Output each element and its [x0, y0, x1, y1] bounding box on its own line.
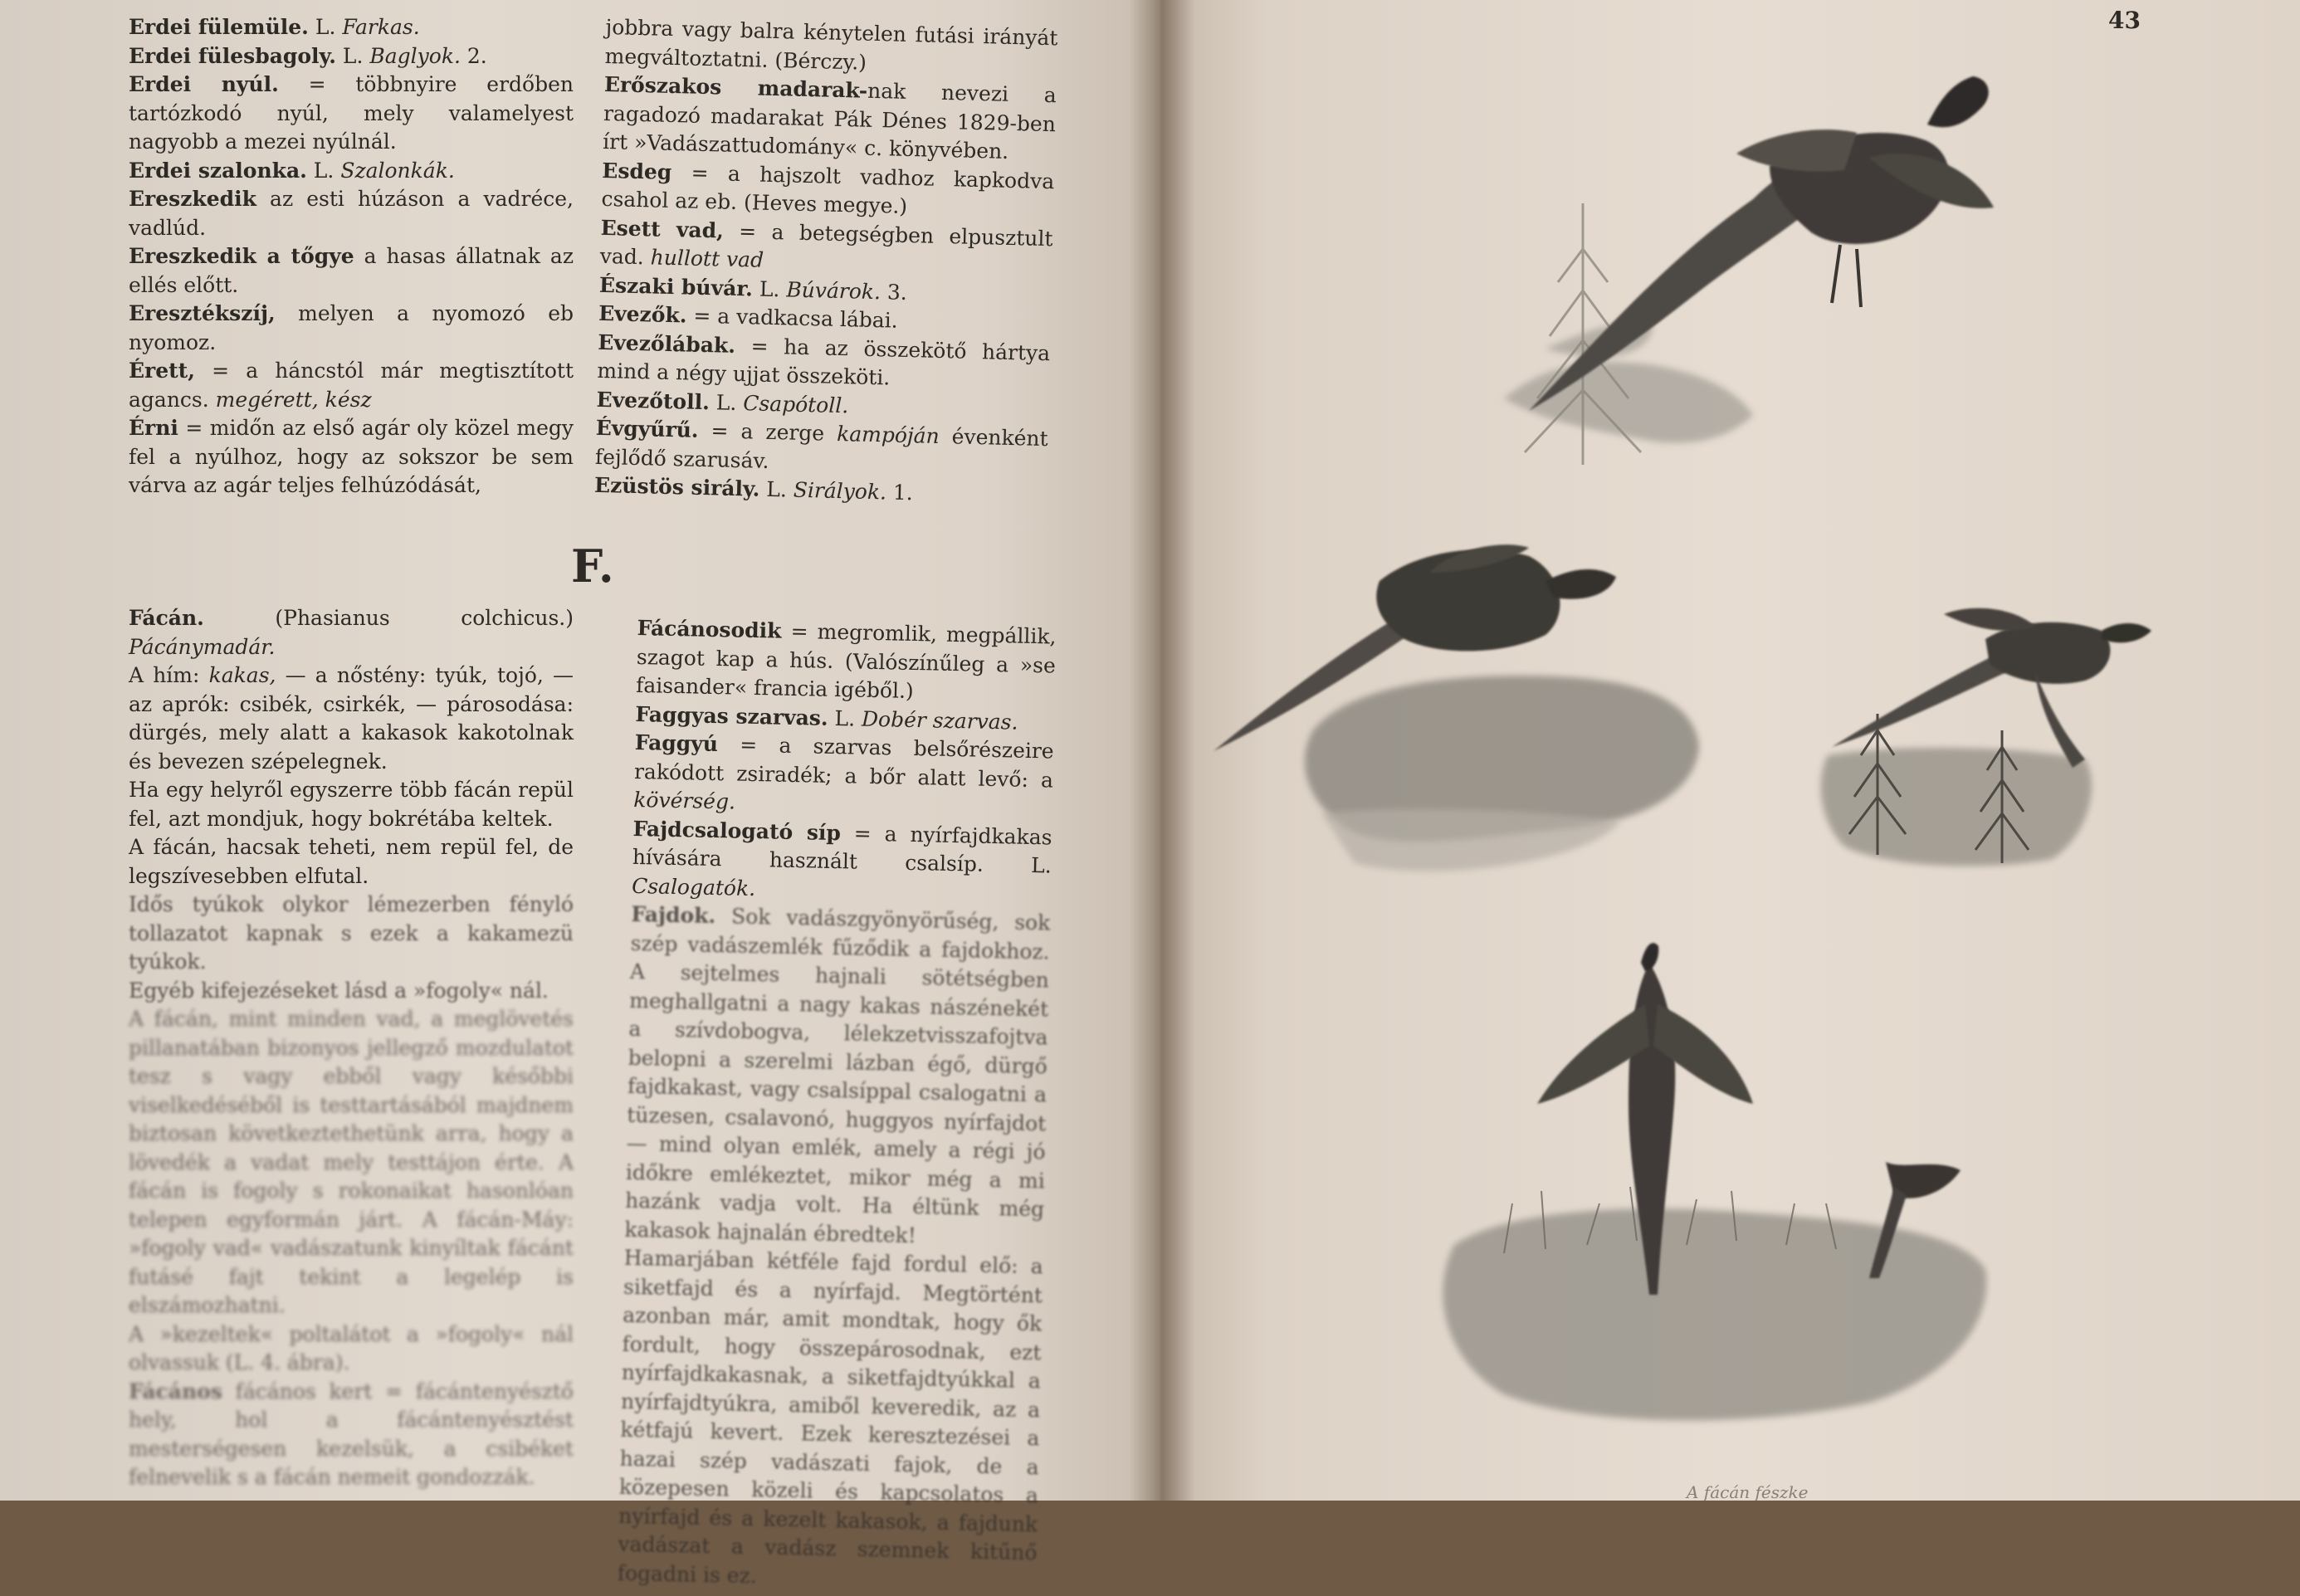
dictionary-entry — [617, 1244, 1043, 1596]
dictionary-entry — [129, 242, 574, 300]
entry-headword: Ezüstös sirály. — [593, 472, 760, 501]
dictionary-entry — [624, 900, 1051, 1252]
entry-headword: Ereszkedik — [129, 187, 256, 211]
entry-text: Hamarjában kétféle fajd fordul elő: a siketfajd és a nyírfajd. Megtörtént azonban már, amit mondtak, hogy ők fordult, hogy összepárosodnak, ezt nyírfajdkakasnak, a siketfajdtyúkkal a nyírfajdtyúkra, amiből keveredik, az a kétfajú kevert. Ezek keresztezései a hazai szép vadászati fajok, de a közepesen közeli és kapcsolatos a nyírfajd és a kezelt kakasok, a fajdunk vadászat a vadász szemnek kitűnő fogadni is ez. — [617, 1245, 1043, 1588]
entry-headword: Esdeg — [602, 158, 672, 184]
dictionary-entry — [603, 71, 1057, 168]
dictionary-entry — [601, 156, 1055, 224]
entry-text: kampóján — [836, 421, 940, 448]
entry-headword: Evezők. — [598, 300, 687, 328]
entry-text: L. — [306, 158, 341, 183]
entry-text: (Phasianus colchicus.) — [203, 606, 574, 630]
entry-headword: Évgyűrű. — [595, 415, 699, 442]
entry-text: Dobér szarvas. — [861, 706, 1018, 735]
dictionary-entry — [597, 328, 1051, 396]
entry-headword: Erdei fülesbagoly. — [129, 43, 336, 68]
entry-text: L. — [759, 476, 794, 502]
dictionary-entry — [129, 1320, 574, 1378]
entry-text: L. — [752, 276, 787, 301]
pheasant-flying-top — [1504, 76, 1994, 465]
entry-text: A fácán, hacsak teheti, nem repül fel, de legszívesebben elfutal. — [129, 835, 574, 888]
column-d — [617, 614, 1056, 1596]
dictionary-entry — [129, 1378, 574, 1492]
pheasant-over-forest — [1821, 608, 2151, 866]
entry-text: az esti húzáson a vadréce, vadlúd. — [129, 187, 574, 240]
entry-text: Idős tyúkok olykor lémezerben fényló tollazatot kapnak s ezek a kakamezü tyúkok. — [129, 892, 574, 974]
dictionary-entry — [599, 213, 1053, 281]
entry-headword: Evezőtoll. — [596, 387, 711, 414]
entry-text: 2. — [460, 43, 487, 68]
entry-text: 1. — [886, 480, 914, 505]
dictionary-entry — [129, 891, 574, 977]
dictionary-entry — [129, 661, 574, 776]
entry-text: Baglyok. — [369, 43, 461, 68]
entry-headword: Fajdcsalogató síp — [632, 816, 842, 845]
dictionary-entry — [129, 42, 574, 71]
entry-headword: Ereszkedik a tőgye — [129, 244, 354, 268]
section-letter: F. — [571, 539, 614, 593]
entry-text: = a vadkacsa lábai. — [686, 303, 899, 333]
entry-text: = a zerge — [698, 417, 837, 446]
dictionary-entry — [633, 729, 1054, 823]
entry-text: Sok vadászgyönyörűség, sok szép vadászemlék fűződik a fajdokhoz. A sejtelmes hajnali sötétségben meghallgatni a nagy kakas nászénekét a szívdobogva, lélekzetvisszafojtva belopni a szerelmi lázban égő, dürgő fajdkakast, vagy csalsíppal csalogatni a tüzesen, csalavonó, huggyos nyírfajdot — mind olyan emlék, amely a régi jó időkre emlékeztet, mikor még a mi hazánk vadja volt. Ha éltünk még kakasok hajnalán ébredtek! — [624, 904, 1051, 1247]
dictionary-entry — [604, 13, 1058, 81]
dictionary-entry — [129, 185, 574, 242]
pheasants-over-grass — [1443, 943, 1987, 1420]
entry-text: A fácán, mint minden vad, a meglövetés pillanatában bizonyos jellegző mozdulatot tesz s vagy ebből vagy későbbi viselkedéséből is testtartásából majdnem biztosan következtethetünk arra, hogy a lövedék a vadat mely testtájon érte. A fácán is fogoly s rokonaikat hasonlóan telepen egyformán járt. A fácán-Máy: »fogoly vad« vadászatunk kinyíltak fácánt futásé fajt tekint a legelép is elszámozhatni. — [129, 1007, 574, 1317]
illustration-caption: A fácán fészke — [1687, 1482, 1809, 1501]
entry-text: kövérség. — [633, 787, 736, 814]
entry-headword: Faggyas szarvas. — [635, 701, 828, 730]
entry-text: L. — [308, 15, 343, 39]
entry-headword: Északi búvár. — [598, 272, 754, 300]
entry-text: megérett, kész — [208, 387, 372, 412]
entry-headword: Erőszakos madarak- — [603, 71, 868, 103]
entry-text: hullott vad — [643, 245, 764, 272]
dictionary-entry — [129, 357, 574, 414]
entry-text: Sirályok. — [793, 477, 887, 505]
entry-headword: Eresztékszíj, — [129, 301, 276, 325]
entry-headword: Erdei fülemüle. — [129, 15, 309, 39]
entry-headword: Fácán. — [129, 606, 204, 630]
dictionary-entry — [129, 414, 574, 500]
entry-text: jobbra vagy balra kénytelen futási irányát megváltoztatni. (Bérczy.) — [604, 14, 1058, 75]
entry-headword: Érni — [129, 416, 178, 440]
pheasant-over-water — [1213, 544, 1699, 871]
dictionary-entry — [129, 1005, 574, 1320]
entry-text: = a betegségben elpusztult vad. — [599, 218, 1053, 270]
entry-text: = a háncstól már megtisztított agancs. — [129, 359, 574, 412]
entry-text: L. — [335, 43, 370, 68]
dictionary-entry — [129, 977, 574, 1006]
entry-headword: Fácánosodik — [637, 615, 782, 643]
dictionary-entry — [129, 604, 574, 661]
entry-headword: Érett, — [129, 359, 195, 383]
dictionary-entry — [129, 300, 574, 357]
entry-text: Pácánymadár. — [129, 634, 276, 659]
entry-headword: Fácános — [129, 1379, 222, 1403]
entry-headword: Esett vad, — [600, 215, 725, 243]
entry-text: L. — [709, 389, 744, 415]
dictionary-entry — [595, 414, 1049, 482]
dictionary-entry — [129, 71, 574, 157]
page-number: 43 — [2108, 7, 2141, 34]
entry-text: = midőn az első agár oly közel megy fel a nyúlhoz, hogy az sokszor be sem várva az agár teljes felhúzódását, — [129, 416, 574, 497]
entry-text: = a nyírfajdkakas hívására használt csalsíp. L. — [632, 820, 1052, 878]
entry-text: Egyéb kifejezéseket lásd a »fogoly« nál. — [129, 978, 549, 1003]
entry-text: = ha az összekötő hártya mind a négy ujjat összeköti. — [597, 333, 1051, 390]
entry-text: A hím: — [129, 663, 209, 687]
entry-text: Csalogatók. — [631, 873, 756, 900]
bird-illustrations — [1155, 0, 2300, 1501]
entry-text: a hasas állatnak az ellés előtt. — [129, 244, 574, 297]
entry-text: A »kezeltek« poltalátot a »fogoly« nál olvassuk (L. 4. ábra). — [129, 1321, 574, 1374]
dictionary-entry — [129, 833, 574, 891]
entry-headword: Fajdok. — [631, 901, 716, 929]
entry-text: — a nőstény: tyúk, tojó, — az aprók: csibék, csirkék, — párosodása: dürgés, mely alatt a kakasok kakotolnak és bevezen szépelegnek. — [129, 663, 574, 774]
entry-text: Búvárok. — [786, 276, 881, 304]
entry-text: = többnyire erdőben tartózkodó nyúl, mely valamelyest nagyobb a mezei nyúlnál. — [129, 72, 574, 154]
entry-text: = megromlik, megpállik, szagot kap a hús. (Valószínűleg a »se faisander« francia igéből.) — [635, 618, 1057, 703]
entry-text: = a hajszolt vadhoz kapkodva csahol az eb. (Heves megye.) — [601, 159, 1055, 218]
entry-headword: Erdei nyúl. — [129, 72, 279, 96]
dictionary-entry — [129, 776, 574, 833]
column-a — [129, 13, 574, 500]
dictionary-entry — [129, 157, 574, 186]
entry-text: 3. — [880, 279, 908, 305]
entry-text: évenként fejlődő szarusáv. — [594, 423, 1048, 473]
dictionary-entry — [636, 614, 1057, 709]
entry-headword: Faggyú — [634, 730, 719, 757]
entry-text: nak nevezi a ragadozó madarakat Pák Dénes 1829-ben írt »Vadászattudomány« c. könyvében. — [602, 78, 1057, 164]
dictionary-entry — [632, 814, 1052, 909]
entry-text: Csapótoll. — [742, 390, 849, 417]
entry-headword: Erdei szalonka. — [129, 158, 307, 183]
entry-text: kakas, — [208, 663, 276, 687]
entry-text: Szalonkák. — [340, 158, 455, 183]
column-b — [594, 13, 1058, 511]
entry-text: Farkas. — [342, 15, 420, 39]
entry-headword: Evezőlábak. — [597, 329, 736, 358]
entry-text: Ha egy helyről egyszerre több fácán repül fel, azt mondjuk, hogy bokrétába keltek. — [129, 778, 574, 831]
entry-text: fácános kert = fácántenyésztő hely, hol a fácántenyésztést mesterségesen kezelsük, a csibéket felnevelik s a fácán nemeit gondozzák. — [129, 1379, 574, 1489]
entry-text: L. — [828, 705, 862, 731]
column-c — [129, 604, 574, 1492]
entry-text: melyen a nyomozó eb nyomoz. — [129, 301, 574, 354]
entry-text: = a szarvas belsőrészeire rakódott zsiradék; a bőr alatt levő: a — [633, 732, 1054, 793]
dictionary-entry — [129, 13, 574, 42]
